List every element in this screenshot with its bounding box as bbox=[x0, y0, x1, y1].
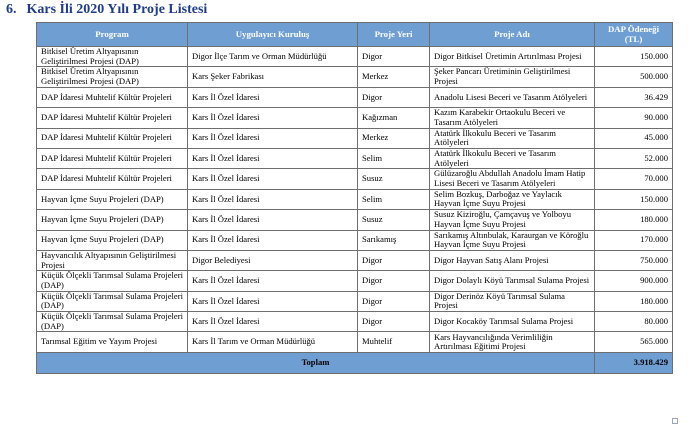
cell-yer: Kağızman bbox=[358, 108, 430, 128]
cell-kurulus: Kars İl Özel İdaresi bbox=[188, 271, 358, 291]
cell-kurulus: Kars İl Özel İdaresi bbox=[188, 189, 358, 209]
cell-program: Hayvan İçme Suyu Projeleri (DAP) bbox=[37, 210, 188, 230]
cell-kurulus: Digor Belediyesi bbox=[188, 250, 358, 270]
table-row bbox=[37, 271, 673, 291]
cell-yer: Digor bbox=[358, 271, 430, 291]
cell-program: Tarımsal Eğitim ve Yayım Projesi bbox=[37, 332, 188, 352]
cell-odenek: 900.000 bbox=[595, 271, 673, 291]
cell-kurulus: Kars İl Tarım ve Orman Müdürlüğü bbox=[188, 332, 358, 352]
cell-yer: Muhtelif bbox=[358, 332, 430, 352]
cell-yer: Merkez bbox=[358, 67, 430, 87]
table-row bbox=[37, 250, 673, 270]
cell-odenek: 70.000 bbox=[595, 169, 673, 189]
page-heading bbox=[6, 2, 207, 18]
heading-number: 6. bbox=[6, 2, 17, 17]
cell-program: DAP İdaresi Muhtelif Kültür Projeleri bbox=[37, 148, 188, 168]
cell-yer: Sarıkamış bbox=[358, 230, 430, 250]
table-row bbox=[37, 189, 673, 209]
cell-odenek: 565.000 bbox=[595, 332, 673, 352]
table-header-row bbox=[37, 23, 673, 47]
cell-kurulus: Kars İl Özel İdaresi bbox=[188, 210, 358, 230]
cell-program: Küçük Ölçekli Tarımsal Sulama Projeleri (DAP) bbox=[37, 291, 188, 311]
cell-yer: Digor bbox=[358, 250, 430, 270]
cell-ad: Digor Bitkisel Üretimin Artırılması Projesi bbox=[430, 47, 595, 67]
column-header-yer: Proje Yeri bbox=[358, 23, 430, 47]
cell-kurulus: Kars İl Özel İdaresi bbox=[188, 128, 358, 148]
cell-odenek: 52.000 bbox=[595, 148, 673, 168]
cell-program: Küçük Ölçekli Tarımsal Sulama Projeleri (DAP) bbox=[37, 312, 188, 332]
cell-yer: Selim bbox=[358, 189, 430, 209]
cell-odenek: 500.000 bbox=[595, 67, 673, 87]
table-row bbox=[37, 230, 673, 250]
heading-title: Kars İli 2020 Yılı Proje Listesi bbox=[26, 2, 208, 17]
cell-odenek: 45.000 bbox=[595, 128, 673, 148]
table-row bbox=[37, 332, 673, 352]
cell-yer: Susuz bbox=[358, 169, 430, 189]
total-label: Toplam bbox=[37, 352, 595, 373]
cell-odenek: 150.000 bbox=[595, 189, 673, 209]
cell-ad: Digor Kocaköy Tarımsal Sulama Projesi bbox=[430, 312, 595, 332]
cell-ad: Susuz Kiziroğlu, Çamçavuş ve Yolboyu Hayvan İçme Suyu Projesi bbox=[430, 210, 595, 230]
cell-odenek: 750.000 bbox=[595, 250, 673, 270]
cell-yer: Susuz bbox=[358, 210, 430, 230]
table-row bbox=[37, 67, 673, 87]
cell-program: Küçük Ölçekli Tarımsal Sulama Projeleri (DAP) bbox=[37, 271, 188, 291]
table-row bbox=[37, 128, 673, 148]
cell-yer: Digor bbox=[358, 291, 430, 311]
cell-program: DAP İdaresi Muhtelif Kültür Projeleri bbox=[37, 128, 188, 148]
project-table bbox=[36, 22, 673, 374]
cell-odenek: 170.000 bbox=[595, 230, 673, 250]
table-row bbox=[37, 148, 673, 168]
table-row bbox=[37, 312, 673, 332]
table-row bbox=[37, 169, 673, 189]
cell-odenek: 180.000 bbox=[595, 291, 673, 311]
cell-kurulus: Digor İlçe Tarım ve Orman Müdürlüğü bbox=[188, 47, 358, 67]
cell-kurulus: Kars İl Özel İdaresi bbox=[188, 87, 358, 107]
total-value: 3.918.429 bbox=[595, 352, 673, 373]
cell-kurulus: Kars İl Özel İdaresi bbox=[188, 230, 358, 250]
table-row bbox=[37, 108, 673, 128]
cell-ad: Selim Bozkuş, Darboğaz ve Yaylacık Hayvan İçme Suyu Projesi bbox=[430, 189, 595, 209]
cell-yer: Digor bbox=[358, 312, 430, 332]
cell-program: Bitkisel Üretim Altyapısının Geliştirilmesi Projesi (DAP) bbox=[37, 47, 188, 67]
cell-ad: Digor Dolaylı Köyü Tarımsal Sulama Projesi bbox=[430, 271, 595, 291]
cell-ad: Digor Hayvan Satış Alanı Projesi bbox=[430, 250, 595, 270]
cell-ad: Digor Derinöz Köyü Tarımsal Sulama Projesi bbox=[430, 291, 595, 311]
table-row bbox=[37, 210, 673, 230]
cell-ad: Anadolu Lisesi Beceri ve Tasarım Atölyeleri bbox=[430, 87, 595, 107]
cell-yer: Merkez bbox=[358, 128, 430, 148]
cell-kurulus: Kars İl Özel İdaresi bbox=[188, 291, 358, 311]
column-header-odenek: DAP Ödeneği (TL) bbox=[595, 23, 673, 47]
resize-handle[interactable] bbox=[672, 418, 678, 424]
cell-program: Hayvan İçme Suyu Projeleri (DAP) bbox=[37, 230, 188, 250]
cell-program: Hayvan İçme Suyu Projeleri (DAP) bbox=[37, 189, 188, 209]
cell-kurulus: Kars İl Özel İdaresi bbox=[188, 148, 358, 168]
cell-program: DAP İdaresi Muhtelif Kültür Projeleri bbox=[37, 169, 188, 189]
table-row bbox=[37, 291, 673, 311]
cell-odenek: 80.000 bbox=[595, 312, 673, 332]
cell-odenek: 36.429 bbox=[595, 87, 673, 107]
cell-kurulus: Kars Şeker Fabrikası bbox=[188, 67, 358, 87]
cell-ad: Atatürk İlkokulu Beceri ve Tasarım Atölyeleri bbox=[430, 128, 595, 148]
cell-kurulus: Kars İl Özel İdaresi bbox=[188, 312, 358, 332]
cell-yer: Selim bbox=[358, 148, 430, 168]
table-row bbox=[37, 47, 673, 67]
cell-ad: Gülüzaroğlu Abdullah Anadolu İmam Hatip Lisesi Beceri ve Tasarım Atölyeleri bbox=[430, 169, 595, 189]
cell-ad: Atatürk İlkokulu Beceri ve Tasarım Atölyeleri bbox=[430, 148, 595, 168]
cell-ad: Kars Hayvancılığında Verimliliğin Artırılması Eğitimi Projesi bbox=[430, 332, 595, 352]
cell-ad: Kazım Karabekir Ortaokulu Beceri ve Tasarım Atölyeleri bbox=[430, 108, 595, 128]
table-row bbox=[37, 87, 673, 107]
cell-ad: Şeker Pancarı Üretiminin Geliştirilmesi Projesi bbox=[430, 67, 595, 87]
cell-yer: Digor bbox=[358, 87, 430, 107]
column-header-program: Program bbox=[37, 23, 188, 47]
cell-program: Hayvancılık Altyapısının Geliştirilmesi Projesi bbox=[37, 250, 188, 270]
cell-kurulus: Kars İl Özel İdaresi bbox=[188, 169, 358, 189]
cell-yer: Digor bbox=[358, 47, 430, 67]
cell-program: DAP İdaresi Muhtelif Kültür Projeleri bbox=[37, 87, 188, 107]
total-row bbox=[37, 352, 673, 373]
column-header-ad: Proje Adı bbox=[430, 23, 595, 47]
cell-kurulus: Kars İl Özel İdaresi bbox=[188, 108, 358, 128]
cell-ad: Sarıkamış Altınbulak, Karaurgan ve Köroğlu Hayvan İçme Suyu Projesi bbox=[430, 230, 595, 250]
cell-odenek: 150.000 bbox=[595, 47, 673, 67]
cell-odenek: 180.000 bbox=[595, 210, 673, 230]
cell-program: Bitkisel Üretim Altyapısının Geliştirilmesi Projesi (DAP) bbox=[37, 67, 188, 87]
column-header-kurulus: Uygulayıcı Kuruluş bbox=[188, 23, 358, 47]
cell-program: DAP İdaresi Muhtelif Kültür Projeleri bbox=[37, 108, 188, 128]
cell-odenek: 90.000 bbox=[595, 108, 673, 128]
